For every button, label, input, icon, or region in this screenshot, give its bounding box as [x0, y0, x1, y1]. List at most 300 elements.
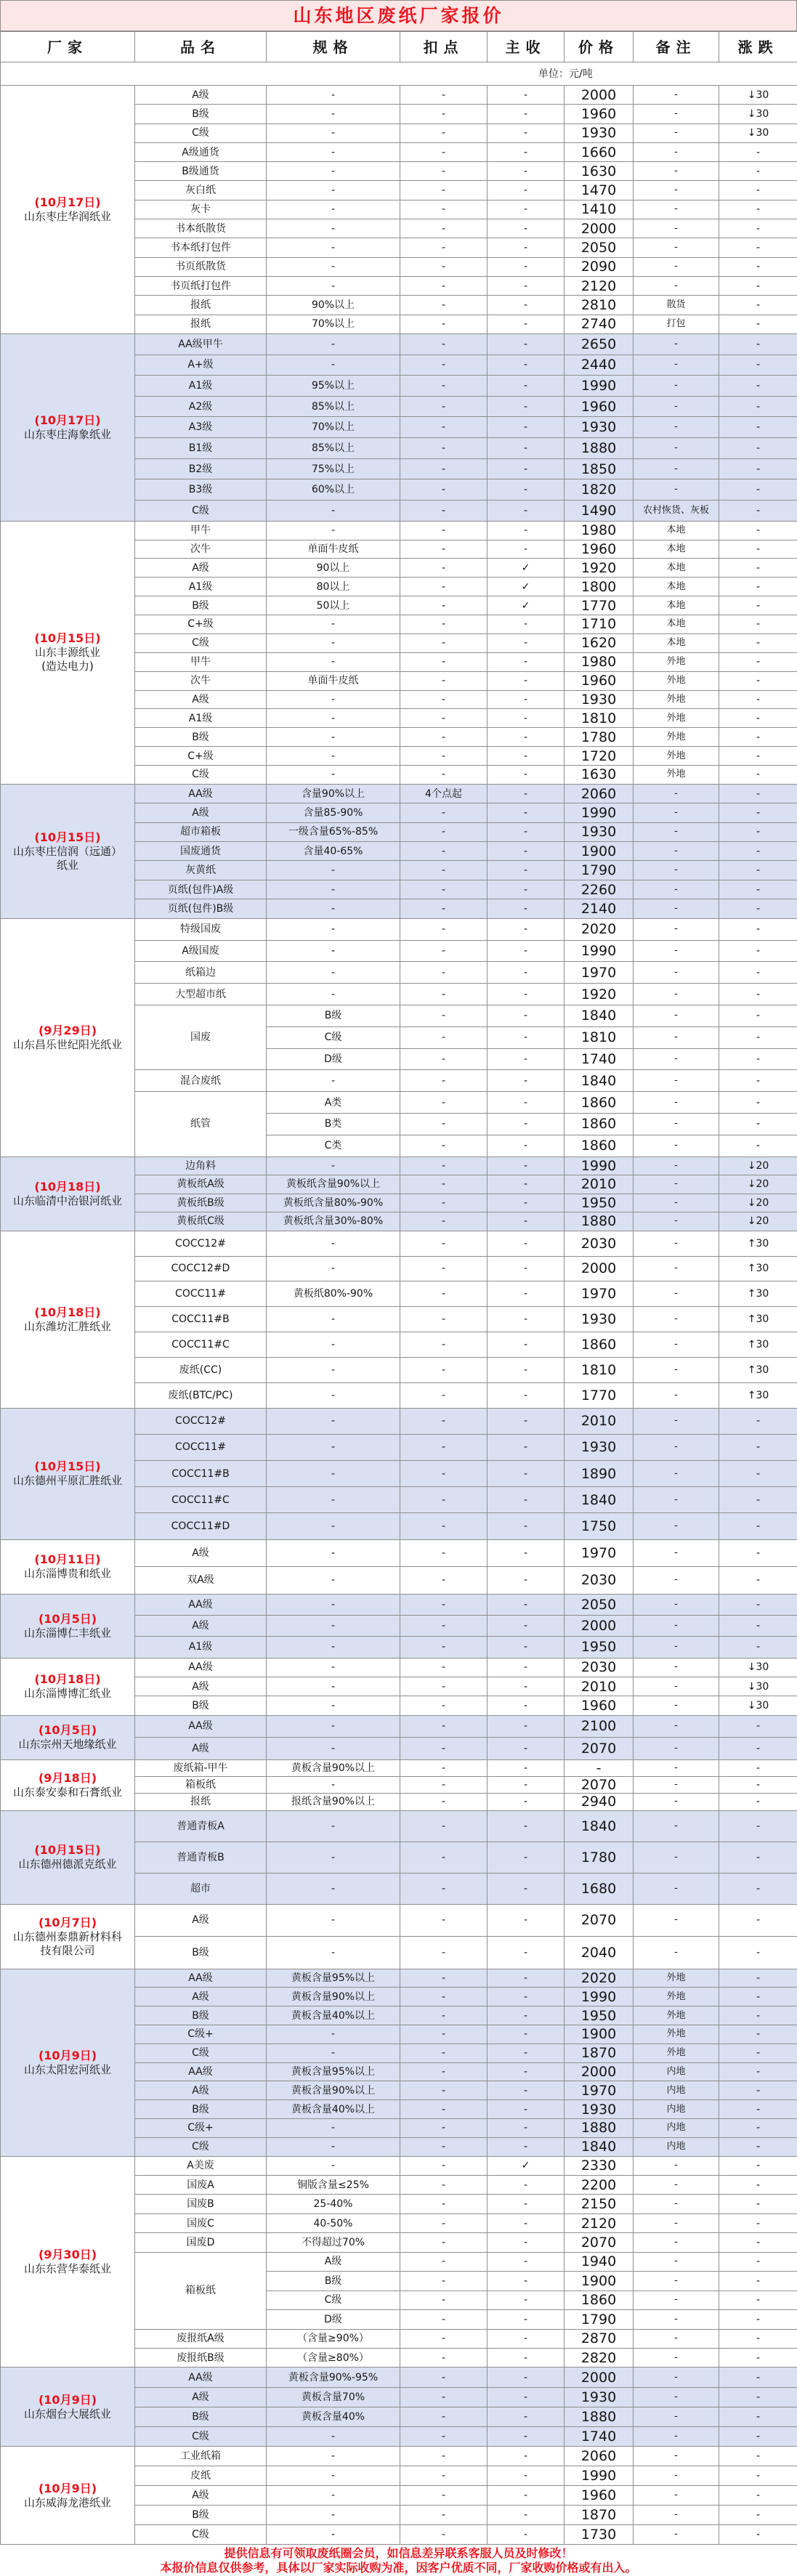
- change-cell: -: [719, 315, 797, 333]
- deduction-cell: -: [400, 1794, 487, 1810]
- spec-cell: 含量90%以上: [267, 784, 400, 803]
- change-cell: -: [719, 747, 797, 766]
- product-name-cell: 书页纸散货: [135, 257, 267, 276]
- note-cell: -: [634, 1461, 719, 1487]
- change-cell: -: [719, 1408, 797, 1434]
- deduction-cell: -: [400, 2486, 487, 2506]
- spec-cell: -: [267, 181, 400, 200]
- main-accept-cell: -: [487, 219, 565, 238]
- main-accept-cell: ✓: [487, 2156, 565, 2175]
- note-cell: -: [634, 861, 719, 880]
- price-cell: 1720: [565, 747, 634, 766]
- price-cell: 1800: [565, 578, 634, 596]
- product-name-cell: 超市箱板: [135, 822, 267, 841]
- deduction-cell: -: [400, 2233, 487, 2252]
- note-cell: -: [634, 376, 719, 397]
- price-cell: 2000: [565, 2062, 634, 2081]
- change-cell: -: [719, 918, 797, 940]
- change-cell: ↓20: [719, 1175, 797, 1194]
- main-accept-cell: -: [487, 417, 565, 438]
- price-row: [1, 521, 797, 540]
- deduction-cell: -: [400, 417, 487, 438]
- price-cell: -: [565, 1759, 634, 1776]
- spec-cell: B类: [267, 1114, 400, 1135]
- spec-cell: -: [267, 2025, 400, 2044]
- deduction-cell: -: [400, 2291, 487, 2309]
- note-cell: 外地: [634, 747, 719, 766]
- deduction-cell: -: [400, 276, 487, 295]
- note-cell: -: [634, 1738, 719, 1760]
- supplier-cell: [1, 1408, 135, 1539]
- product-name-cell: 国废通货: [135, 842, 267, 861]
- product-name-cell: 甲牛: [135, 652, 267, 671]
- spec-cell: -: [267, 1434, 400, 1460]
- main-accept-cell: -: [487, 1696, 565, 1715]
- price-cell: 2100: [565, 1715, 634, 1738]
- change-cell: -: [719, 1005, 797, 1027]
- main-accept-cell: -: [487, 2368, 565, 2387]
- supplier-cell: [1, 2156, 135, 2368]
- main-accept-cell: -: [487, 1461, 565, 1487]
- deduction-cell: -: [400, 765, 487, 784]
- main-accept-cell: -: [487, 376, 565, 397]
- company-name: 山东烟台大展纸业: [2, 2407, 133, 2421]
- spec-cell: -: [267, 1658, 400, 1677]
- main-accept-cell: -: [487, 2348, 565, 2367]
- deduction-cell: -: [400, 1873, 487, 1904]
- note-cell: -: [634, 1048, 719, 1070]
- main-accept-cell: -: [487, 1070, 565, 1092]
- quote-date: (10月15日): [2, 1459, 133, 1474]
- main-accept-cell: -: [487, 2407, 565, 2426]
- spec-cell: 黄板纸含量80%-90%: [267, 1194, 400, 1212]
- product-name-cell: B级: [135, 105, 267, 123]
- price-cell: 1930: [565, 2100, 634, 2119]
- note-cell: 本地: [634, 540, 719, 559]
- change-cell: -: [719, 1637, 797, 1658]
- company-name: 山东枣庄信润（远通）: [2, 845, 133, 859]
- price-cell: 1890: [565, 1461, 634, 1487]
- deduction-cell: -: [400, 1539, 487, 1567]
- supplier-cell: [1, 1157, 135, 1231]
- product-name-cell: C级: [135, 2044, 267, 2062]
- note-cell: 本地: [634, 633, 719, 652]
- deduction-cell: -: [400, 2006, 487, 2025]
- change-cell: -: [719, 1048, 797, 1070]
- change-cell: -: [719, 458, 797, 479]
- note-cell: -: [634, 1759, 719, 1776]
- price-cell: 2810: [565, 296, 634, 315]
- product-name-cell: A级: [135, 1738, 267, 1760]
- product-name-cell: 混合废纸: [135, 1070, 267, 1092]
- product-name-cell: A级: [135, 2486, 267, 2506]
- product-name-cell: 大型超市纸: [135, 984, 267, 1005]
- main-accept-cell: -: [487, 1256, 565, 1281]
- price-cell: 1810: [565, 1357, 634, 1382]
- spec-cell: -: [267, 1637, 400, 1658]
- price-cell: 1950: [565, 1194, 634, 1212]
- price-cell: 1920: [565, 984, 634, 1005]
- price-cell: 1970: [565, 2081, 634, 2100]
- spec-cell: -: [267, 899, 400, 918]
- change-cell: -: [719, 479, 797, 501]
- price-table: [0, 31, 797, 2545]
- main-accept-cell: -: [487, 1281, 565, 1307]
- note-cell: 内地: [634, 2137, 719, 2156]
- product-name-cell: B1级: [135, 438, 267, 459]
- column-header: 备注: [634, 32, 719, 62]
- product-name-cell: A级: [135, 1677, 267, 1696]
- product-name-cell: B级: [135, 596, 267, 615]
- deduction-cell: -: [400, 376, 487, 397]
- deduction-cell: -: [400, 181, 487, 200]
- spec-cell: 90%以上: [267, 296, 400, 315]
- change-cell: -: [719, 2387, 797, 2407]
- main-accept-cell: -: [487, 162, 565, 181]
- note-cell: -: [634, 86, 719, 105]
- spec-cell: -: [267, 1842, 400, 1873]
- spec-cell: -: [267, 1810, 400, 1842]
- main-accept-cell: -: [487, 315, 565, 333]
- note-cell: 外地: [634, 2044, 719, 2062]
- change-cell: -: [719, 2100, 797, 2119]
- price-cell: 1770: [565, 1382, 634, 1408]
- note-cell: -: [634, 200, 719, 219]
- change-cell: -: [719, 2025, 797, 2044]
- note-cell: -: [634, 2310, 719, 2329]
- change-cell: -: [719, 2291, 797, 2309]
- change-cell: -: [719, 728, 797, 747]
- note-cell: -: [634, 1842, 719, 1873]
- company-name: 山东德州德派克纸业: [2, 1858, 133, 1871]
- supplier-cell: [1, 1539, 135, 1594]
- price-cell: 1410: [565, 200, 634, 219]
- spec-cell: 一级含量65%-85%: [267, 822, 400, 841]
- note-cell: -: [634, 1175, 719, 1194]
- change-cell: ↑30: [719, 1382, 797, 1408]
- main-accept-cell: -: [487, 479, 565, 501]
- spec-cell: 50以上: [267, 596, 400, 615]
- product-name-cell: AA级: [135, 2368, 267, 2387]
- supplier-cell: [1, 1969, 135, 2156]
- main-accept-cell: -: [487, 2525, 565, 2545]
- price-cell: 1860: [565, 2291, 634, 2309]
- spec-cell: 不得超过70%: [267, 2233, 400, 2252]
- spec-cell: 25-40%: [267, 2195, 400, 2214]
- price-cell: 2010: [565, 1175, 634, 1194]
- note-cell: -: [634, 2214, 719, 2232]
- price-cell: 2000: [565, 1615, 634, 1636]
- price-cell: 1960: [565, 540, 634, 559]
- price-cell: 1780: [565, 728, 634, 747]
- product-name-cell: 报纸: [135, 1794, 267, 1810]
- deduction-cell: -: [400, 2156, 487, 2175]
- spec-cell: 黄板含量95%以上: [267, 2062, 400, 2081]
- price-cell: 2050: [565, 238, 634, 257]
- change-cell: -: [719, 276, 797, 295]
- note-cell: -: [634, 2387, 719, 2407]
- note-cell: -: [634, 1005, 719, 1027]
- unit-row: [1, 62, 797, 86]
- product-name-cell: COCC11#: [135, 1434, 267, 1460]
- deduction-cell: -: [400, 2272, 487, 2291]
- spec-cell: -: [267, 1357, 400, 1382]
- product-name-cell: AA级: [135, 1969, 267, 1988]
- product-name-cell: A1级: [135, 1637, 267, 1658]
- main-accept-cell: -: [487, 2466, 565, 2486]
- spec-cell: -: [267, 86, 400, 105]
- supplier-cell: [1, 1904, 135, 1969]
- product-name-cell: 国废: [135, 1005, 267, 1070]
- note-cell: -: [634, 2195, 719, 2214]
- change-cell: -: [719, 2329, 797, 2348]
- product-name-cell: 页纸(包件)B级: [135, 899, 267, 918]
- change-cell: ↑30: [719, 1332, 797, 1358]
- main-accept-cell: -: [487, 1759, 565, 1776]
- spec-cell: -: [267, 200, 400, 219]
- deduction-cell: -: [400, 690, 487, 709]
- main-accept-cell: -: [487, 615, 565, 634]
- note-cell: -: [634, 458, 719, 479]
- note-cell: -: [634, 1637, 719, 1658]
- deduction-cell: -: [400, 559, 487, 578]
- spec-cell: -: [267, 1307, 400, 1332]
- change-cell: -: [719, 861, 797, 880]
- note-cell: -: [634, 2486, 719, 2506]
- deduction-cell: -: [400, 1307, 487, 1332]
- spec-cell: D级: [267, 1048, 400, 1070]
- price-cell: 1880: [565, 2118, 634, 2137]
- price-cell: 1990: [565, 1988, 634, 2006]
- price-cell: 1970: [565, 1539, 634, 1567]
- deduction-cell: -: [400, 1135, 487, 1157]
- price-row: [1, 1539, 797, 1567]
- price-cell: 1470: [565, 181, 634, 200]
- spec-cell: 60%以上: [267, 479, 400, 501]
- price-cell: 1810: [565, 709, 634, 728]
- note-cell: 农村恢货、灰板: [634, 501, 719, 522]
- change-cell: -: [719, 880, 797, 899]
- spec-cell: -: [267, 1513, 400, 1539]
- deduction-cell: -: [400, 458, 487, 479]
- price-cell: 2000: [565, 2368, 634, 2387]
- price-row: [1, 2447, 797, 2466]
- company-name: 纸业: [2, 859, 133, 872]
- spec-cell: -: [267, 1461, 400, 1487]
- price-cell: 1840: [565, 1487, 634, 1513]
- deduction-cell: -: [400, 615, 487, 634]
- spec-cell: -: [267, 880, 400, 899]
- price-cell: 1960: [565, 105, 634, 123]
- price-cell: 2740: [565, 315, 634, 333]
- price-cell: 1950: [565, 2006, 634, 2025]
- main-accept-cell: -: [487, 690, 565, 709]
- supplier-cell: [1, 1759, 135, 1810]
- spec-cell: 黄板纸含量90%以上: [267, 1175, 400, 1194]
- change-cell: -: [719, 822, 797, 841]
- product-name-cell: A2级: [135, 396, 267, 417]
- spec-cell: -: [267, 276, 400, 295]
- main-accept-cell: -: [487, 2291, 565, 2309]
- change-cell: -: [719, 2486, 797, 2506]
- deduction-cell: -: [400, 1070, 487, 1092]
- price-row: [1, 1658, 797, 1677]
- note-cell: -: [634, 784, 719, 803]
- supplier-cell: [1, 918, 135, 1157]
- price-cell: 2060: [565, 2447, 634, 2466]
- company-name: 山东太阳宏河纸业: [2, 2063, 133, 2077]
- change-cell: -: [719, 578, 797, 596]
- note-cell: -: [634, 1794, 719, 1810]
- spec-cell: -: [267, 690, 400, 709]
- price-cell: 1840: [565, 2137, 634, 2156]
- product-name-cell: A级: [135, 2081, 267, 2100]
- spec-cell: -: [267, 1567, 400, 1595]
- product-name-cell: 黄板纸A级: [135, 1175, 267, 1194]
- price-cell: 2940: [565, 1794, 634, 1810]
- product-name-cell: C+级: [135, 747, 267, 766]
- product-name-cell: 灰卡: [135, 200, 267, 219]
- spec-cell: 90以上: [267, 559, 400, 578]
- deduction-cell: -: [400, 861, 487, 880]
- spec-cell: -: [267, 1715, 400, 1738]
- deduction-cell: -: [400, 1212, 487, 1231]
- deduction-cell: -: [400, 2176, 487, 2195]
- note-cell: -: [634, 479, 719, 501]
- main-accept-cell: -: [487, 521, 565, 540]
- spec-cell: -: [267, 1487, 400, 1513]
- main-accept-cell: -: [487, 1794, 565, 1810]
- main-accept-cell: ✓: [487, 596, 565, 615]
- main-accept-cell: -: [487, 2310, 565, 2329]
- deduction-cell: -: [400, 396, 487, 417]
- spec-cell: -: [267, 238, 400, 257]
- main-accept-cell: -: [487, 501, 565, 522]
- quote-date: (10月18日): [2, 1672, 133, 1687]
- price-cell: 1770: [565, 596, 634, 615]
- main-accept-cell: -: [487, 438, 565, 459]
- supplier-cell: [1, 1810, 135, 1904]
- price-cell: 1970: [565, 1281, 634, 1307]
- spec-cell: 40-50%: [267, 2214, 400, 2232]
- product-name-cell: COCC12#D: [135, 1256, 267, 1281]
- spec-cell: 报纸含量90%以上: [267, 1794, 400, 1810]
- note-cell: -: [634, 2156, 719, 2175]
- spec-cell: 黄板纸80%-90%: [267, 1281, 400, 1307]
- company-name: 山东德州泰鼎新材料科: [2, 1930, 133, 1944]
- spec-cell: -: [267, 2506, 400, 2525]
- product-name-cell: 书页纸打包件: [135, 276, 267, 295]
- main-accept-cell: -: [487, 2272, 565, 2291]
- price-cell: 1850: [565, 458, 634, 479]
- note-cell: -: [634, 1382, 719, 1408]
- deduction-cell: -: [400, 2387, 487, 2407]
- price-cell: 1860: [565, 1114, 634, 1135]
- price-cell: 1740: [565, 1048, 634, 1070]
- quote-date: (10月15日): [2, 830, 133, 845]
- note-cell: -: [634, 2368, 719, 2387]
- column-header-row: [1, 32, 797, 62]
- product-name-cell: A1级: [135, 578, 267, 596]
- footer-line: 提供信息有可领取废纸圈会员，如信息差异联系客服人员及时修改！: [0, 2546, 797, 2561]
- unit-label: 单位：元/吨: [1, 62, 797, 86]
- change-cell: -: [719, 1738, 797, 1760]
- main-accept-cell: ✓: [487, 578, 565, 596]
- price-cell: 2650: [565, 333, 634, 355]
- spec-cell: -: [267, 1696, 400, 1715]
- note-cell: -: [634, 842, 719, 861]
- note-cell: -: [634, 1408, 719, 1434]
- note-cell: -: [634, 1715, 719, 1738]
- main-accept-cell: -: [487, 2506, 565, 2525]
- change-cell: -: [719, 2062, 797, 2081]
- note-cell: -: [634, 1567, 719, 1595]
- main-accept-cell: -: [487, 2233, 565, 2252]
- spec-cell: （含量≥90%）: [267, 2329, 400, 2348]
- product-name-cell: 废纸(CC): [135, 1357, 267, 1382]
- product-name-cell: 报纸: [135, 296, 267, 315]
- note-cell: 外地: [634, 709, 719, 728]
- note-cell: 内地: [634, 2100, 719, 2119]
- note-cell: 本地: [634, 559, 719, 578]
- product-name-cell: C+级: [135, 615, 267, 634]
- change-cell: ↓30: [719, 105, 797, 123]
- deduction-cell: -: [400, 1738, 487, 1760]
- product-name-cell: AA级: [135, 1594, 267, 1615]
- spec-cell: -: [267, 1256, 400, 1281]
- change-cell: -: [719, 690, 797, 709]
- deduction-cell: -: [400, 162, 487, 181]
- deduction-cell: -: [400, 438, 487, 459]
- price-cell: 1930: [565, 1434, 634, 1460]
- note-cell: -: [634, 1434, 719, 1460]
- price-cell: 1990: [565, 803, 634, 822]
- product-name-cell: A级: [135, 559, 267, 578]
- change-cell: -: [719, 1759, 797, 1776]
- company-name: 山东威海龙港纸业: [2, 2496, 133, 2510]
- note-cell: -: [634, 1256, 719, 1281]
- main-accept-cell: -: [487, 1904, 565, 1937]
- deduction-cell: -: [400, 2195, 487, 2214]
- product-name-cell: 书本纸打包件: [135, 238, 267, 257]
- price-cell: 1620: [565, 633, 634, 652]
- product-name-cell: 废报纸B级: [135, 2348, 267, 2367]
- price-cell: 1870: [565, 2044, 634, 2062]
- spec-cell: -: [267, 2156, 400, 2175]
- company-name: 山东淄博博汇纸业: [2, 1687, 133, 1701]
- price-row: [1, 1759, 797, 1776]
- product-name-cell: COCC12#: [135, 1231, 267, 1256]
- deduction-cell: -: [400, 822, 487, 841]
- price-cell: 1780: [565, 1842, 634, 1873]
- column-header: 厂家: [1, 32, 135, 62]
- deduction-cell: -: [400, 803, 487, 822]
- main-accept-cell: -: [487, 257, 565, 276]
- deduction-cell: -: [400, 1194, 487, 1212]
- footer-line: 本报价信息仅供参考，具体以厂家实际收购为准，因客户优质不同，厂家收购价格或有出入。: [0, 2561, 797, 2575]
- product-name-cell: A级: [135, 1615, 267, 1636]
- quote-date: (9月18日): [2, 1771, 133, 1786]
- change-cell: -: [719, 2233, 797, 2252]
- change-cell: -: [719, 1988, 797, 2006]
- company-name: 山东东营华泰纸业: [2, 2262, 133, 2276]
- change-cell: ↑30: [719, 1307, 797, 1332]
- deduction-cell: -: [400, 1357, 487, 1382]
- spec-cell: -: [267, 940, 400, 962]
- note-cell: -: [634, 1281, 719, 1307]
- price-cell: 2030: [565, 1231, 634, 1256]
- spec-cell: 85%以上: [267, 396, 400, 417]
